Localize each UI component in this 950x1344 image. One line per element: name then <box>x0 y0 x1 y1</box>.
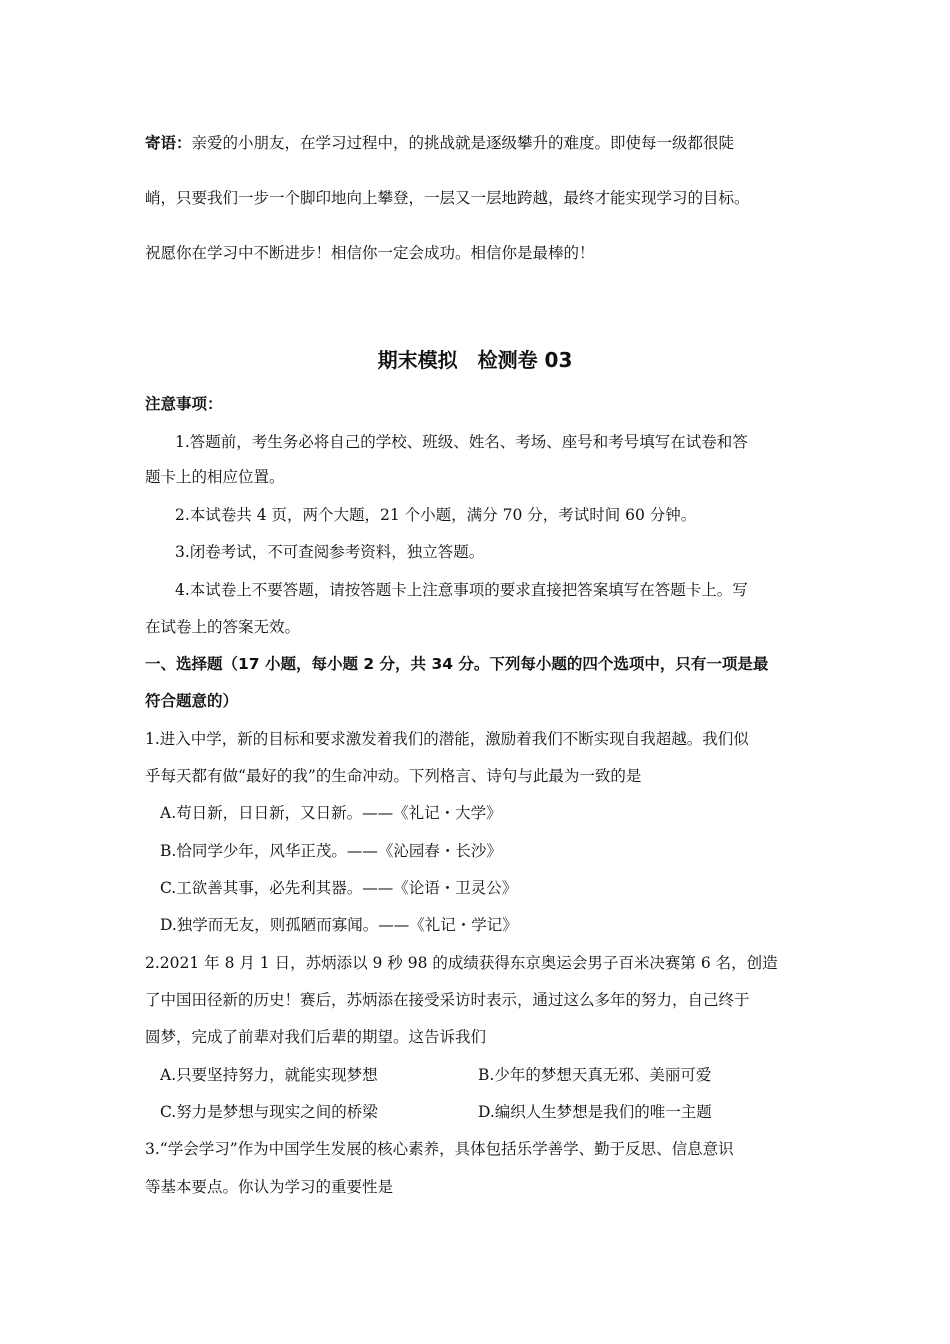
message-line-1 <box>145 133 815 153</box>
section-1-heading-line-1: 一、选择题（17 小题，每小题 2 分，共 34 分。下列每小题的四个选项中，只有一项是最 <box>145 655 769 673</box>
notice-item-4-line-2: 在试卷上的答案无效。 <box>145 618 301 636</box>
notice-item-3: 3.闭卷考试，不可查阅参考资料，独立答题。 <box>175 543 485 561</box>
question-3-line-1: 3.“学会学习”作为中国学生发展的核心素养，具体包括乐学善学、勤于反思、信息意识 <box>145 1140 734 1158</box>
question-2-line-2: 了中国田径新的历史！赛后，苏炳添在接受采访时表示，通过这么多年的努力，自己终于 <box>145 991 750 1009</box>
question-1-line-1: 1.进入中学，新的目标和要求激发着我们的潜能，激励着我们不断实现自我超越。我们似 <box>145 730 749 748</box>
notice-item-4-line-1: 4.本试卷上不要答题，请按答题卡上注意事项的要求直接把答案填写在答题卡上。写 <box>175 581 748 599</box>
question-1-option-b: B.恰同学少年，风华正茂。——《沁园春・长沙》 <box>160 842 502 860</box>
notice-item-2: 2.本试卷共 4 页，两个大题，21 个小题，满分 70 分，考试时间 60 分钟。 <box>175 506 697 524</box>
notice-heading: 注意事项： <box>145 395 223 413</box>
question-2-option-a: A.只要坚持努力，就能实现梦想 <box>160 1066 378 1084</box>
question-1-option-d: D.独学而无友，则孤陋而寡闻。——《礼记・学记》 <box>160 916 518 934</box>
question-2-line-1: 2.2021 年 8 月 1 日，苏炳添以 9 秒 98 的成绩获得东京奥运会男子百米决赛第 6 名，创造 <box>145 954 778 972</box>
message-text-1: 亲爱的小朋友，在学习过程中，的挑战就是逐级攀升的难度。即使每一级都很陡 <box>191 134 735 152</box>
question-1-option-a: A.苟日新，日日新，又日新。——《礼记・大学》 <box>160 804 502 822</box>
notice-item-1-line-1: 1.答题前，考生务必将自己的学校、班级、姓名、考场、座号和考号填写在试卷和答 <box>175 433 748 451</box>
question-3-line-2: 等基本要点。你认为学习的重要性是 <box>145 1178 394 1196</box>
message-line-2: 峭，只要我们一步一个脚印地向上攀登，一层又一层地跨越，最终才能实现学习的目标。 <box>145 189 750 207</box>
question-2-option-b: B.少年的梦想天真无邪、美丽可爱 <box>478 1066 712 1084</box>
question-2-option-d: D.编织人生梦想是我们的唯一主题 <box>478 1103 712 1121</box>
question-1-line-2: 乎每天都有做“最好的我”的生命冲动。下列格言、诗句与此最为一致的是 <box>145 767 642 785</box>
message-line-3: 祝愿你在学习中不断进步！相信你一定会成功。相信你是最棒的！ <box>145 244 595 262</box>
question-2-line-3: 圆梦，完成了前辈对我们后辈的期望。这告诉我们 <box>145 1028 487 1046</box>
section-1-heading-line-2: 符合题意的） <box>145 692 239 710</box>
notice-item-1-line-2: 题卡上的相应位置。 <box>145 468 285 486</box>
message-label: 寄语： <box>145 134 192 152</box>
question-2-option-c: C.努力是梦想与现实之间的桥梁 <box>160 1103 378 1121</box>
question-1-option-c: C.工欲善其事，必先利其器。——《论语・卫灵公》 <box>160 879 518 897</box>
exam-title: 期末模拟 检测卷 03 <box>377 348 573 372</box>
